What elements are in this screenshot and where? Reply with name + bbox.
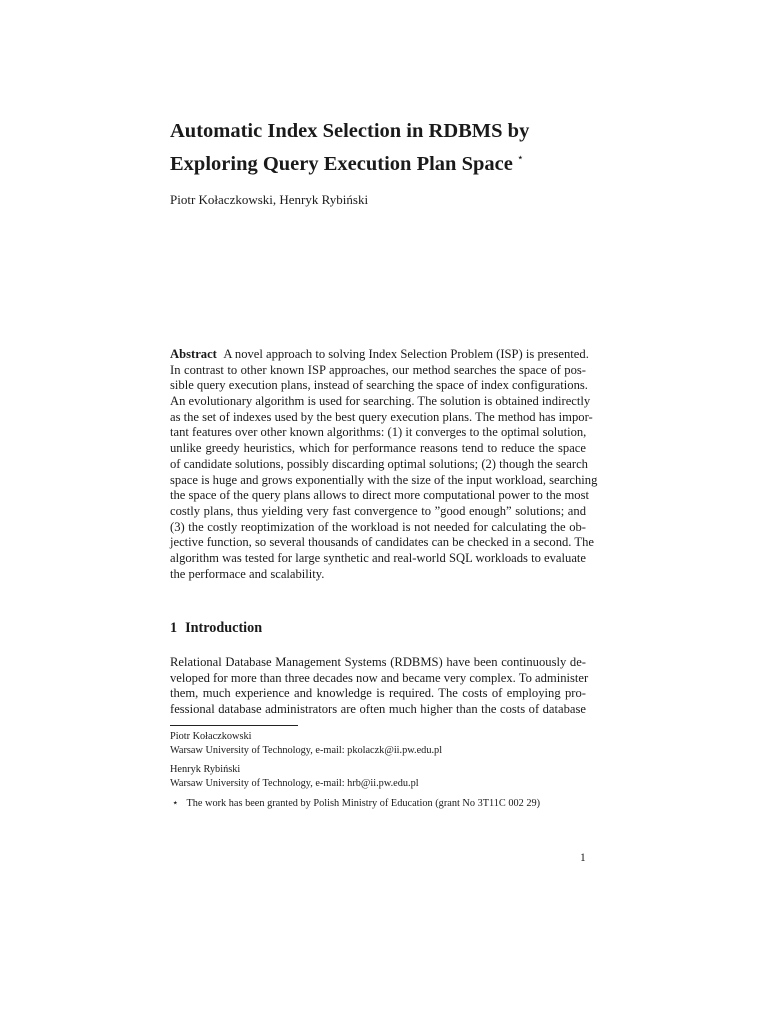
abstract-line: unlike greedy heuristics, which for performance reasons tend to reduce the space [170, 441, 586, 456]
abstract-line: jective function, so several thousands of candidates can be checked in a second. The [170, 535, 594, 550]
footnote-divider [170, 725, 298, 726]
abstract-line: algorithm was tested for large synthetic and real-world SQL workloads to evaluate [170, 550, 586, 565]
abstract-line: as the set of indexes used by the best query execution plans. The method has impor- [170, 409, 593, 424]
footnote-author-2 [170, 763, 419, 791]
title-line-2 [170, 145, 610, 178]
abstract-line: In contrast to other known ISP approaches, our method searches the space of pos- [170, 362, 586, 377]
footnote-author-affiliation: Warsaw University of Technology, e-mail: pkolaczk@ii.pw.edu.pl [170, 745, 443, 756]
footnote-author-affiliation: Warsaw University of Technology, e-mail: hrb@ii.pw.edu.pl [170, 778, 419, 789]
abstract-label: Abstract [170, 347, 217, 361]
intro-line: veloped for more than three decades now and became very complex. To administer [170, 670, 589, 685]
section-title: Introduction [185, 620, 263, 636]
abstract-line: An evolutionary algorithm is used for searching. The solution is obtained indirectly [170, 394, 591, 409]
section-heading [170, 620, 262, 637]
footnote-grant [172, 797, 540, 811]
page-number: 1 [580, 852, 586, 864]
section-number: 1 [170, 620, 178, 636]
introduction-paragraph [170, 655, 589, 718]
abstract-line [170, 347, 589, 363]
paper-title [170, 118, 610, 178]
abstract-line: of candidate solutions, possibly discarding optimal solutions; (2) though the search [170, 456, 588, 471]
abstract-line: space is huge and grows exponentially with the size of the input workload, searching [170, 472, 598, 487]
intro-line: Relational Database Management Systems (RDBMS) have been continuously de- [170, 655, 586, 669]
abstract-line: costly plans, thus yielding very fast convergence to ”good enough” solutions; and [170, 503, 586, 518]
author-list: Piotr Kołaczkowski, Henryk Rybiński [170, 192, 369, 207]
title-line-2-text: Exploring Query Execution Plan Space [170, 153, 513, 175]
title-line-1: Automatic Index Selection in RDBMS by [170, 120, 530, 142]
footnote-author-name: Piotr Kołaczkowski [170, 731, 252, 742]
abstract-line: (3) the costly reoptimization of the workload is not needed for calculating the ob- [170, 519, 586, 534]
intro-line: them, much experience and knowledge is required. The costs of employing pro- [170, 686, 586, 701]
abstract-line: tant features over other known algorithms: (1) it converges to the optimal solution, [170, 425, 587, 440]
footnote-author-name: Henryk Rybiński [170, 764, 241, 775]
footnote-author-1 [170, 730, 442, 758]
abstract-line-text: A novel approach to solving Index Selection Problem (ISP) is presented. [223, 347, 589, 361]
title-footnote-marker: ⋆ [516, 152, 524, 164]
intro-line: fessional database administrators are often much higher than the costs of database [170, 702, 586, 717]
abstract-line: sible query execution plans, instead of searching the space of index configurations. [170, 378, 588, 393]
abstract-line: the performace and scalability. [170, 566, 325, 581]
footnote-grant-marker: ⋆ [172, 798, 179, 809]
abstract-line: the space of the query plans allows to direct more computational power to the most [170, 488, 589, 503]
abstract [170, 347, 598, 582]
footnote-grant-text: The work has been granted by Polish Ministry of Education (grant No 3T11C 002 29) [186, 798, 541, 809]
